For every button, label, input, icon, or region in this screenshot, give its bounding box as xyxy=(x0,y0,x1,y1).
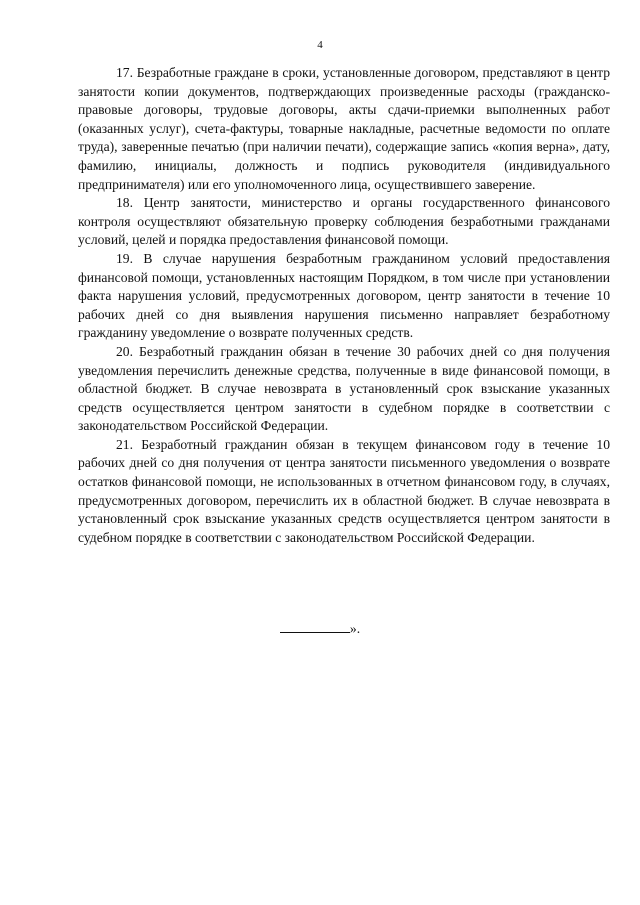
paragraph-19: 19. В случае нарушения безработным гражданином условий предоставления финансовой помощи, установленных настоящим Порядком, в том числе при установлении факта нарушения условий, предусмотренных договором, центр занятости в течение 10 рабочих дней со дня выявления нарушения письменно направляет безработному гражданину уведомление о возврате полученных средств. xyxy=(78,250,610,341)
paragraph-21: 21. Безработный гражданин обязан в текущем финансовом году в течение 10 рабочих дней со дня получения от центра занятости письменного уведомления о возврате остатков финансовой помощи, не использованных в отчетном финансовом году, в случаях, предусмотренных договором, перечислить их в областной бюджет. В случае невозврата в установленный срок взыскание указанных средств осуществляется центром занятости в судебном порядке в соответствии с законодательством Российской Федерации. xyxy=(78,436,610,545)
signature-blank-line xyxy=(280,620,350,633)
paragraph-20: 20. Безработный гражданин обязан в течение 30 рабочих дней со дня получения уведомления перечислить денежные средства, полученные в виде финансовой помощи, в областной бюджет. В случае невозврата в установленный срок взыскание указанных средств осуществляется центром занятости в судебном порядке в соответствии с законодательством Российской Федерации. xyxy=(78,343,610,434)
page-number: 4 xyxy=(317,39,323,51)
closing-quote-mark: ». xyxy=(349,621,361,636)
paragraph-18: 18. Центр занятости, министерство и органы государственного финансового контроля осуществляют обязательную проверку соблюдения безработными гражданами условий, целей и порядка предоставления финансовой помощи. xyxy=(78,195,610,248)
paragraph-17: 17. Безработные граждане в сроки, установленные договором, представляют в центр занятости копии документов, подтверждающих произведенные расходы (гражданско-правовые договоры, трудовые договоры, акты сдачи-приемки выполненных работ (оказанных услуг), счета-фактуры, товарные накладные, расчетные ведомости по оплате труда), заверенные печатью (при наличии печати), содержащие запись «копия верна», дату, фамилию, инициалы, должность и подпись руководителя (индивидуального предпринимателя) или его уполномоченного лица, осуществившего заверение. xyxy=(78,65,610,192)
closing-line xyxy=(0,620,640,638)
document-body xyxy=(78,64,610,547)
